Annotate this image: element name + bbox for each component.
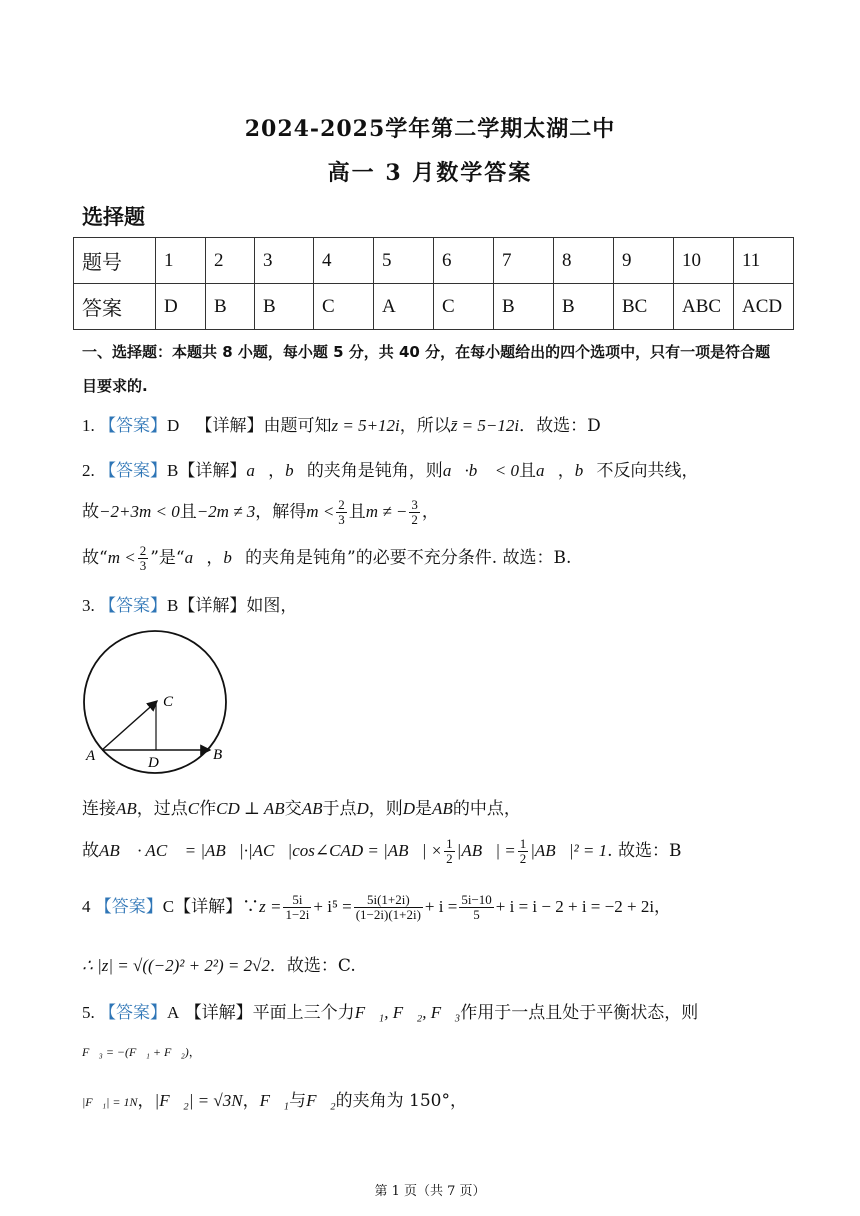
fraction: [444, 837, 455, 866]
numerator: 2: [139, 543, 147, 558]
numerator: 5i−10: [461, 892, 492, 907]
text: 且: [179, 502, 197, 522]
document-title: 2024-2025学年第二学期太湖二中: [244, 116, 616, 142]
text: 连接: [82, 799, 116, 819]
table-cell: B: [206, 284, 255, 330]
detail-label: 【详解】: [178, 461, 247, 481]
q1-line: [82, 411, 601, 436]
math-text: m ≠ −: [365, 502, 408, 521]
vec-b: b⃗: [574, 461, 597, 480]
table-cell: A: [374, 284, 434, 330]
text: ，: [421, 502, 439, 522]
vec-b: b⃗: [285, 461, 307, 480]
text: ，解得: [255, 502, 307, 522]
numerator: 1: [446, 836, 453, 851]
dot-product-eq: a⃗·b⃗ < 0: [442, 461, 519, 480]
text: 与: [289, 1091, 307, 1111]
q5-line-2: [82, 1043, 201, 1060]
math-text: z =: [259, 897, 282, 916]
text: 是: [415, 799, 433, 819]
q4-line-2: [82, 951, 356, 976]
table-cell: 1: [156, 238, 206, 284]
q1-eq-conj: z̄ = 5−12i: [450, 416, 520, 435]
text: 作用于一点且处于平衡状态，则: [460, 1003, 699, 1023]
detail-label: 【详解】由题可知: [195, 416, 332, 436]
numerator: 2: [338, 497, 345, 512]
fraction: [459, 893, 493, 922]
text: 且: [348, 502, 366, 522]
document-subtitle: 高一 3 月数学答案: [327, 160, 533, 186]
table-cell: 10: [674, 238, 734, 284]
math-text: CD ⊥ AB: [216, 799, 285, 818]
section-heading: 选择题: [82, 205, 145, 229]
q1-eq-z: z = 5+12i: [331, 416, 400, 435]
fraction: [409, 498, 420, 527]
q3-line-2: [82, 794, 521, 819]
table-cell: 8: [554, 238, 614, 284]
text: ”是“: [150, 548, 185, 568]
vec-a: a⃗: [246, 461, 269, 480]
table-cell: 5: [374, 238, 434, 284]
q2-line-2: [82, 497, 439, 527]
detail-label: 【详解】平面上三个力: [184, 1003, 355, 1023]
text: 故: [82, 502, 99, 522]
math-text: AB⃗ · AC⃗ = |AB⃗|·|AC⃗|cos∠CAD = |AB⃗| ×: [99, 841, 443, 860]
denominator: (1−2i)(1+2i): [355, 907, 421, 922]
table-row-answers: [74, 284, 794, 330]
math-text: |F⃗₁| = 1N: [82, 1095, 138, 1109]
math-text: |AB⃗| =: [456, 841, 516, 860]
answer-tag: 【答案】: [99, 596, 167, 616]
text: 的夹角是钝角，则: [306, 461, 443, 481]
q2-line-3: [82, 543, 571, 573]
text: ，: [557, 461, 575, 481]
q1-number: 1.: [82, 416, 99, 435]
text: ，则: [368, 799, 403, 819]
label-d: D: [148, 755, 159, 771]
numerator: 3: [411, 497, 418, 512]
denominator: 1−2i: [285, 907, 310, 922]
q3-line-1: [82, 591, 297, 616]
text: ，: [242, 1091, 260, 1111]
text: ，: [449, 1091, 467, 1111]
fraction: [138, 544, 149, 573]
answer-table: [73, 237, 794, 330]
math-text: D: [356, 799, 369, 818]
math-text: |F⃗₂| = √3N: [154, 1091, 243, 1110]
q3-answer: B: [167, 596, 179, 615]
text: . 故选：B: [607, 841, 682, 861]
text: 作: [199, 799, 217, 819]
math-text: F⃗₂: [306, 1091, 336, 1110]
math-text: F⃗₁: [259, 1091, 290, 1110]
math-text: m <: [107, 548, 136, 567]
q2-number: 2.: [82, 461, 99, 480]
fraction: [518, 837, 529, 866]
q4-line-1: [82, 892, 671, 922]
table-cell: C: [434, 284, 494, 330]
q5-line-3: [82, 1086, 467, 1111]
math-text: + i = i − 2 + i = −2 + 2i: [495, 897, 655, 916]
text: 交: [284, 799, 302, 819]
fraction: [354, 893, 423, 922]
text: ，: [137, 1091, 155, 1111]
vec-b: b⃗: [223, 548, 246, 567]
q5-number: 5.: [82, 1003, 99, 1022]
q1-answer: D: [167, 416, 180, 435]
detail-label: 【详解】∵: [174, 897, 260, 917]
answer-tag: 【答案】: [99, 416, 167, 436]
math-text: + i =: [424, 897, 458, 916]
denominator: 2: [519, 851, 527, 866]
table-cell: ACD: [734, 284, 794, 330]
text: 的夹角是钝角”的必要不充分条件. 故选：B.: [245, 548, 572, 568]
text: 的夹角为 150°: [335, 1091, 450, 1111]
denominator: 3: [338, 512, 345, 527]
denominator: 2: [446, 851, 453, 866]
detail-label: 【详解】如图，: [178, 596, 298, 616]
denominator: 2: [411, 512, 418, 527]
q2-line-1: [82, 456, 698, 481]
q3-number: 3.: [82, 596, 99, 615]
answer-tag: 【答案】: [99, 1003, 167, 1023]
table-row-numbers: [74, 238, 794, 284]
math-text: AB: [116, 799, 137, 818]
math-text: m <: [306, 502, 335, 521]
q5-answer: A: [167, 1003, 180, 1022]
vec-a: a⃗: [535, 461, 558, 480]
vector-ac: [102, 701, 157, 750]
fraction: [336, 498, 347, 527]
inequality: −2+3m < 0: [99, 502, 180, 521]
math-text: ∴ |z| = √((−2)² + 2²) = 2√2: [82, 956, 270, 975]
q2-answer: B: [167, 461, 179, 480]
table-cell: 2: [206, 238, 255, 284]
q4-answer: C: [162, 897, 175, 916]
text: 故: [82, 841, 99, 861]
text: 故“: [82, 548, 108, 568]
table-cell: 4: [314, 238, 374, 284]
table-cell: 6: [434, 238, 494, 284]
math-text: |AB⃗|² = 1: [530, 841, 608, 860]
table-header-cell: 答案: [74, 284, 156, 330]
table-cell: D: [156, 284, 206, 330]
text: ，: [188, 1045, 201, 1059]
numerator: 5i: [283, 893, 311, 908]
text: 的中点，: [452, 799, 521, 819]
q4-number: 4: [82, 897, 95, 916]
table-cell: 9: [614, 238, 674, 284]
q1-end: ．故选：D: [519, 416, 601, 436]
table-cell: 7: [494, 238, 554, 284]
math-text: F⃗₃ = −(F⃗₁ + F⃗₂): [82, 1045, 189, 1059]
answer-tag: 【答案】: [94, 897, 163, 917]
label-a: A: [86, 748, 96, 764]
table-cell: 11: [734, 238, 794, 284]
answer-tag: 【答案】: [99, 461, 167, 481]
math-text: C: [187, 799, 200, 818]
fraction: [283, 893, 311, 922]
numerator: 1: [519, 836, 527, 851]
text: 且: [518, 461, 536, 481]
denominator: 5: [473, 907, 480, 922]
text: 不反向共线，: [596, 461, 699, 481]
page-footer: 第 1 页（共 7 页）: [374, 1184, 486, 1199]
text: 于点: [322, 799, 357, 819]
q5-line-1: [82, 998, 698, 1023]
label-c: C: [163, 694, 174, 710]
table-cell: B: [494, 284, 554, 330]
table-cell: B: [554, 284, 614, 330]
text: ，过点: [136, 799, 188, 819]
table-header-cell: 题号: [74, 238, 156, 284]
math-text: D: [402, 799, 416, 818]
math-text: AB: [301, 799, 323, 818]
table-cell: C: [314, 284, 374, 330]
text: ，: [654, 897, 672, 917]
text: ，: [206, 548, 224, 568]
label-b: B: [213, 747, 223, 763]
math-text: AB: [432, 799, 453, 818]
numerator: 5i(1+2i): [354, 893, 423, 908]
table-cell: 3: [255, 238, 314, 284]
q3-line-3: [82, 836, 681, 866]
text: ，: [268, 461, 286, 481]
table-cell: B: [255, 284, 314, 330]
text: ．故选：C.: [269, 956, 356, 976]
math-text: F⃗₁, F⃗₂, F⃗₃: [354, 1003, 461, 1022]
table-cell: ABC: [674, 284, 734, 330]
vec-a: a⃗: [184, 548, 207, 567]
section-intro: 一、选择题：本题共 8 小题，每小题 5 分，共 40 分，在每小题给出的四个选项中，只有一项是符合题目要求的.: [82, 343, 771, 395]
circle-figure: [70, 628, 250, 780]
denominator: 3: [139, 558, 147, 573]
inequality: −2m ≠ 3: [196, 502, 256, 521]
table-cell: BC: [614, 284, 674, 330]
q1-text: ，所以: [399, 416, 451, 436]
math-text: + i⁵ =: [313, 897, 352, 916]
